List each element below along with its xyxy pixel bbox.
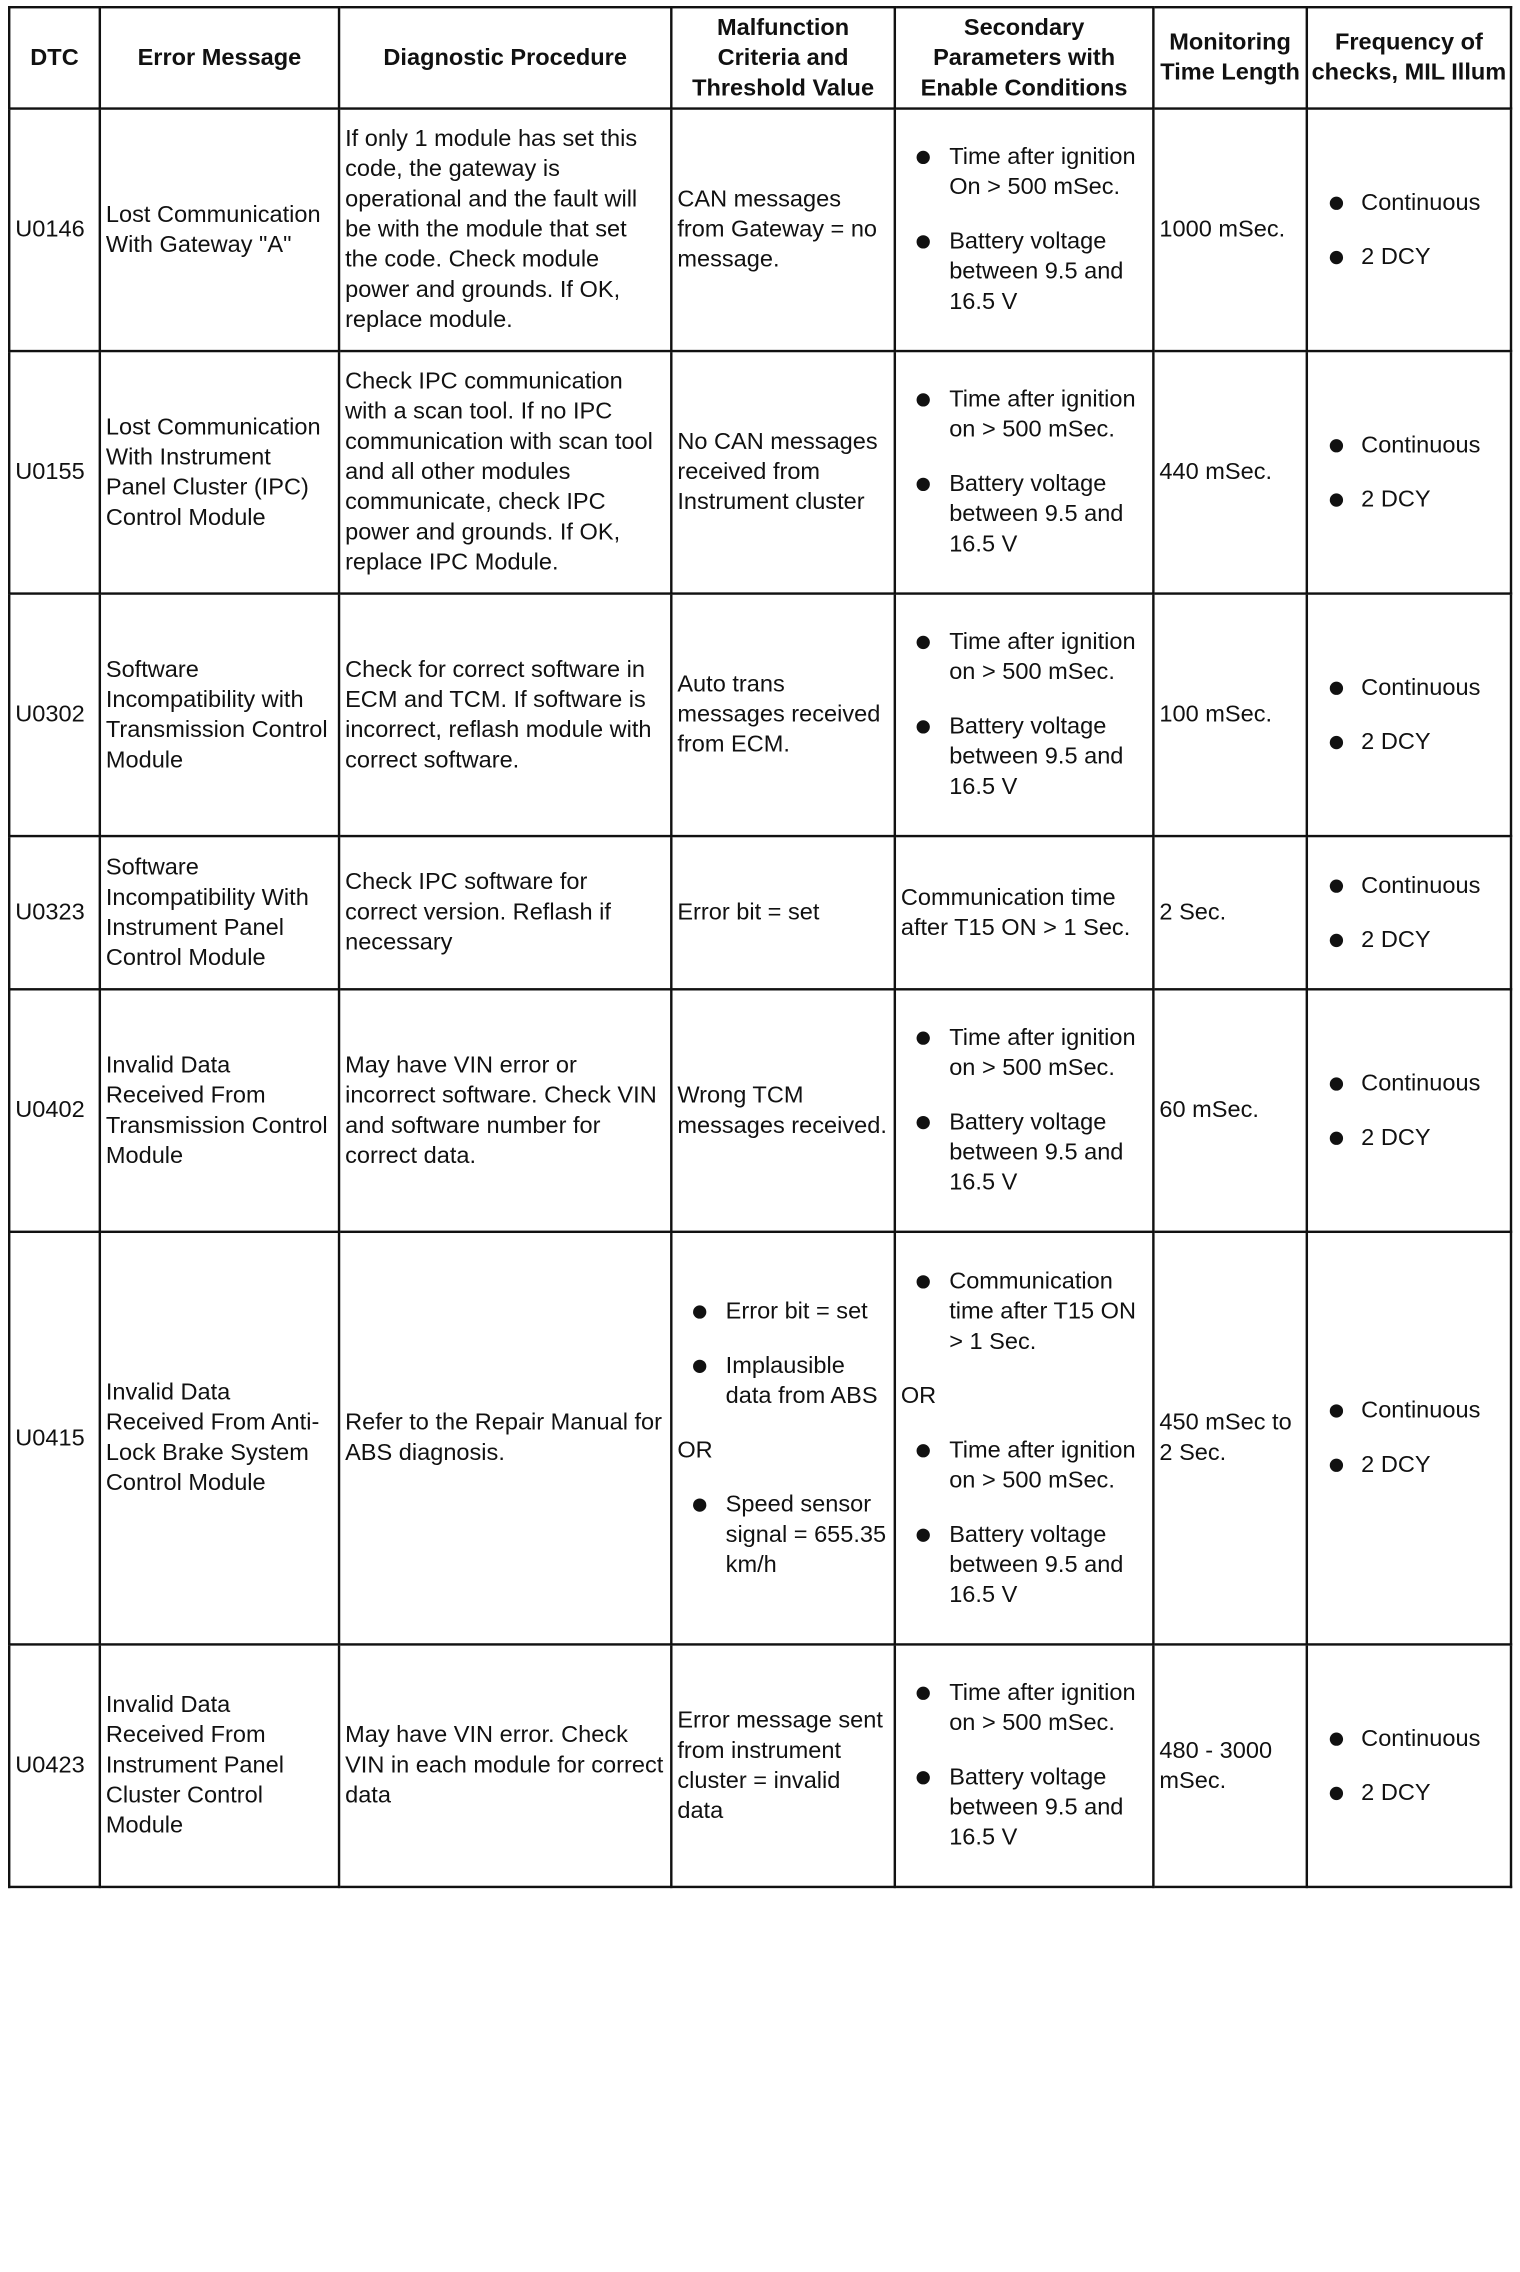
secondary-parameters — [895, 989, 1154, 1232]
secondary-list — [901, 1678, 1147, 1853]
frequency — [1307, 351, 1511, 594]
dtc-code: U0146 — [9, 109, 100, 352]
dtc-code: U0402 — [9, 989, 100, 1232]
secondary-parameters: Communication time after T15 ON > 1 Sec. — [895, 836, 1154, 989]
diagnostic-procedure: Check IPC communication with a scan tool. If no IPC communication with scan tool and all other modules communicate, check IPC power and grounds. If OK, replace IPC Module. — [339, 351, 671, 594]
table-row — [9, 351, 1511, 594]
frequency — [1307, 989, 1511, 1232]
error-message: Invalid Data Received From Transmission Control Module — [100, 989, 339, 1232]
error-message: Software Incompatibility with Transmission Control Module — [100, 594, 339, 837]
monitoring-time: 100 mSec. — [1153, 594, 1306, 837]
secondary-list — [901, 1023, 1147, 1198]
dtc-code: U0302 — [9, 594, 100, 837]
criteria — [671, 1232, 895, 1645]
frequency-item: 2 DCY — [1313, 727, 1505, 757]
secondary-item: Time after ignition On > 500 mSec. — [901, 142, 1147, 202]
secondary-item: Time after ignition on > 500 mSec. — [901, 1023, 1147, 1083]
criteria: No CAN messages received from Instrument cluster — [671, 351, 895, 594]
frequency-item: 2 DCY — [1313, 1123, 1505, 1153]
frequency-item: Continuous — [1313, 1723, 1505, 1753]
header-frequency: Frequency of checks, MIL Illum — [1307, 7, 1511, 108]
monitoring-time: 440 mSec. — [1153, 351, 1306, 594]
or-label: OR — [677, 1436, 713, 1463]
secondary-item: Battery voltage between 9.5 and 16.5 V — [901, 227, 1147, 317]
header-row — [9, 7, 1511, 108]
secondary-item: Time after ignition on > 500 mSec. — [901, 1678, 1147, 1738]
criteria: Wrong TCM messages received. — [671, 989, 895, 1232]
secondary-item: Communication time after T15 ON > 1 Sec. — [901, 1266, 1147, 1356]
secondary-list-a — [901, 1266, 1147, 1356]
diagnostic-procedure: Refer to the Repair Manual for ABS diagnosis. — [339, 1232, 671, 1645]
dtc-code: U0323 — [9, 836, 100, 989]
secondary-item: Battery voltage between 9.5 and 16.5 V — [901, 1108, 1147, 1198]
monitoring-time: 480 - 3000 mSec. — [1153, 1644, 1306, 1887]
diagnostic-procedure: May have VIN error or incorrect software. Check VIN and software number for correct data. — [339, 989, 671, 1232]
frequency-list — [1313, 430, 1505, 514]
error-message: Invalid Data Received From Instrument Panel Cluster Control Module — [100, 1644, 339, 1887]
frequency-list — [1313, 1068, 1505, 1152]
secondary-item: Battery voltage between 9.5 and 16.5 V — [901, 1520, 1147, 1610]
or-label: OR — [900, 1382, 937, 1409]
diagnostic-procedure: May have VIN error. Check VIN in each module for correct data — [339, 1644, 671, 1887]
frequency — [1307, 836, 1511, 989]
criteria-item: Speed sensor signal = 655.35 km/h — [677, 1489, 888, 1579]
monitoring-time: 2 Sec. — [1153, 836, 1306, 989]
dtc-table — [8, 6, 1512, 1888]
error-message: Lost Communication With Gateway "A" — [100, 109, 339, 352]
frequency-item: 2 DCY — [1313, 925, 1505, 955]
frequency-item: Continuous — [1313, 1068, 1505, 1098]
frequency-item: 2 DCY — [1313, 484, 1505, 514]
secondary-item: Time after ignition on > 500 mSec. — [901, 1435, 1147, 1495]
table-row — [9, 594, 1511, 837]
criteria: CAN messages from Gateway = no message. — [671, 109, 895, 352]
frequency-item: Continuous — [1313, 1396, 1505, 1426]
dtc-sheet — [8, 6, 1520, 2272]
frequency-list — [1313, 870, 1505, 954]
monitoring-time: 450 mSec to 2 Sec. — [1153, 1232, 1306, 1645]
secondary-parameters — [895, 351, 1154, 594]
criteria: Auto trans messages received from ECM. — [671, 594, 895, 837]
secondary-parameters — [895, 109, 1154, 352]
diagnostic-procedure: Check IPC software for correct version. Reflash if necessary — [339, 836, 671, 989]
frequency-item: 2 DCY — [1313, 1778, 1505, 1808]
criteria: Error message sent from instrument cluster = invalid data — [671, 1644, 895, 1887]
secondary-parameters — [895, 1232, 1154, 1645]
criteria-item: Implausible data from ABS — [677, 1351, 888, 1411]
secondary-list — [901, 627, 1147, 802]
error-message: Lost Communication With Instrument Panel Cluster (IPC) Control Module — [100, 351, 339, 594]
dtc-code: U0423 — [9, 1644, 100, 1887]
header-error-message: Error Message — [100, 7, 339, 108]
secondary-list-b — [901, 1435, 1147, 1610]
dtc-code: U0415 — [9, 1232, 100, 1645]
frequency-item: 2 DCY — [1313, 242, 1505, 272]
error-message: Invalid Data Received From Anti-Lock Brake System Control Module — [100, 1232, 339, 1645]
secondary-item: Battery voltage between 9.5 and 16.5 V — [901, 712, 1147, 802]
diagnostic-procedure: Check for correct software in ECM and TCM. If software is incorrect, reflash module with correct software. — [339, 594, 671, 837]
frequency-list — [1313, 1396, 1505, 1480]
secondary-list — [901, 385, 1147, 560]
secondary-item: Time after ignition on > 500 mSec. — [901, 385, 1147, 445]
frequency-item: Continuous — [1313, 673, 1505, 703]
header-monitoring-time: Monitoring Time Length — [1153, 7, 1306, 108]
criteria: Error bit = set — [671, 836, 895, 989]
dtc-code: U0155 — [9, 351, 100, 594]
frequency — [1307, 1644, 1511, 1887]
table-row — [9, 1232, 1511, 1645]
criteria-list-a — [677, 1296, 888, 1411]
monitoring-time: 1000 mSec. — [1153, 109, 1306, 352]
header-dtc: DTC — [9, 7, 100, 108]
secondary-item: Time after ignition on > 500 mSec. — [901, 627, 1147, 687]
frequency-list — [1313, 1723, 1505, 1807]
frequency-item: Continuous — [1313, 188, 1505, 218]
frequency — [1307, 109, 1511, 352]
criteria-item: Error bit = set — [677, 1296, 888, 1326]
diagnostic-procedure: If only 1 module has set this code, the gateway is operational and the fault will be with the module that set the code. Check module power and grounds. If OK, replace module. — [339, 109, 671, 352]
frequency-item: Continuous — [1313, 430, 1505, 460]
header-secondary-parameters: Secondary Parameters with Enable Conditions — [895, 7, 1154, 108]
table-row — [9, 1644, 1511, 1887]
secondary-parameters — [895, 1644, 1154, 1887]
monitoring-time: 60 mSec. — [1153, 989, 1306, 1232]
secondary-item: Battery voltage between 9.5 and 16.5 V — [901, 1763, 1147, 1853]
table-row — [9, 109, 1511, 352]
error-message: Software Incompatibility With Instrument Panel Control Module — [100, 836, 339, 989]
secondary-parameters — [895, 594, 1154, 837]
frequency — [1307, 594, 1511, 837]
table-row — [9, 989, 1511, 1232]
header-diagnostic-procedure: Diagnostic Procedure — [339, 7, 671, 108]
frequency-list — [1313, 673, 1505, 757]
frequency-item: 2 DCY — [1313, 1450, 1505, 1480]
header-malfunction-criteria: Malfunction Criteria and Threshold Value — [671, 7, 895, 108]
table-row — [9, 836, 1511, 989]
frequency-item: Continuous — [1313, 870, 1505, 900]
criteria-list-b — [677, 1489, 888, 1579]
secondary-item: Battery voltage between 9.5 and 16.5 V — [901, 469, 1147, 559]
frequency — [1307, 1232, 1511, 1645]
secondary-list — [901, 142, 1147, 317]
frequency-list — [1313, 188, 1505, 272]
